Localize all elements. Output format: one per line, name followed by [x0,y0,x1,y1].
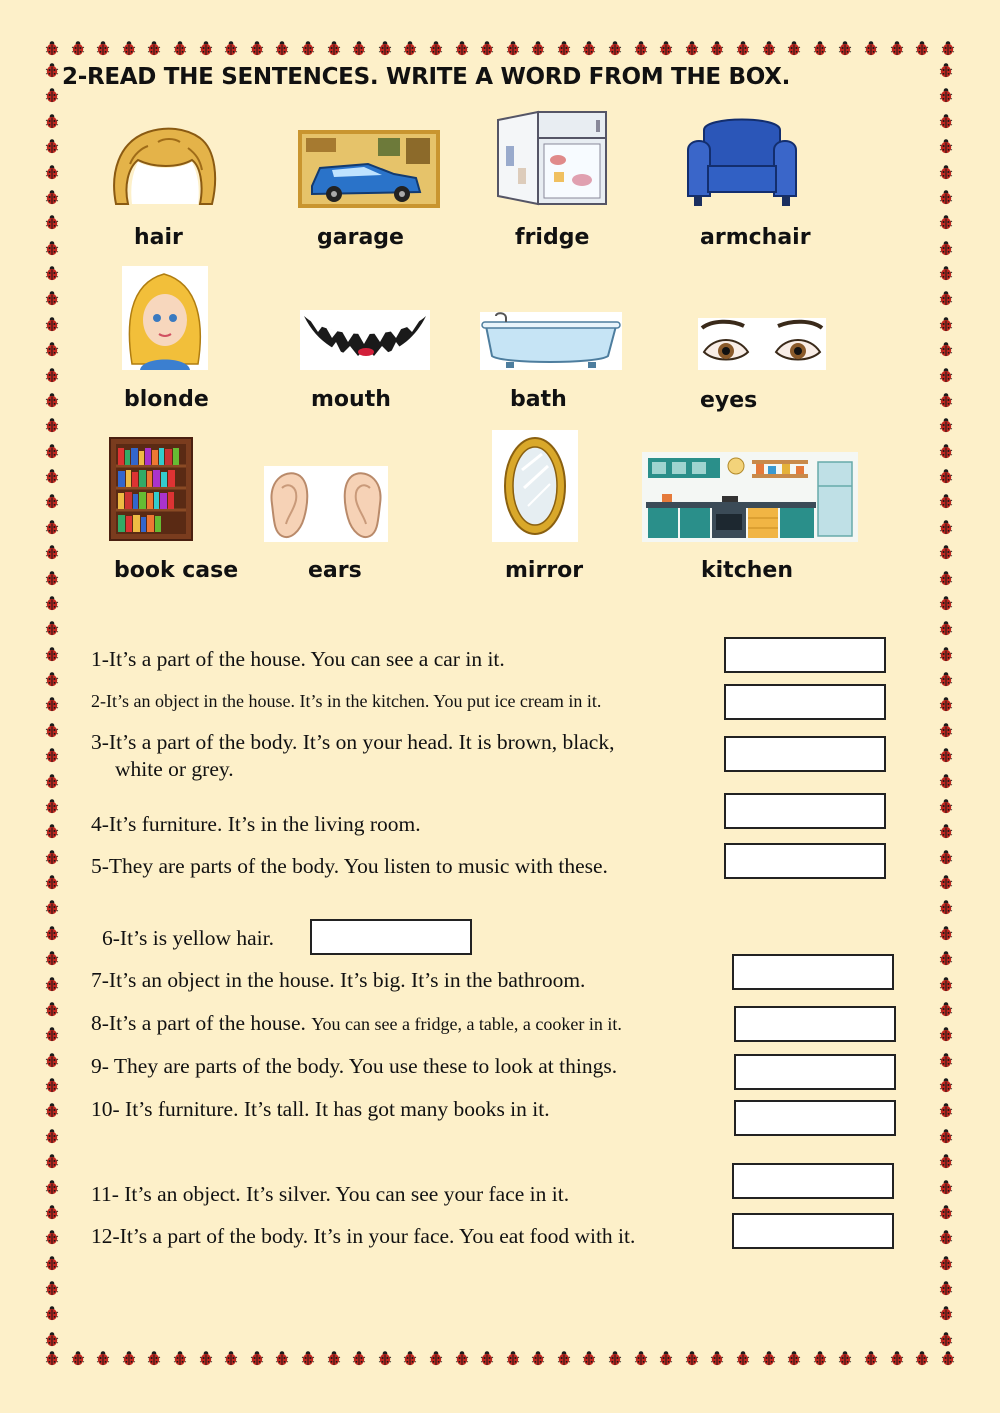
ladybug-icon [454,1350,470,1366]
ladybug-icon [938,290,954,306]
ladybug-icon [938,1204,954,1220]
ladybug-icon [70,40,86,56]
ladybug-icon [530,40,546,56]
fridge-picture [494,108,616,208]
answer-box-1[interactable] [724,637,886,673]
ladybug-icon [44,1204,60,1220]
ladybug-icon [938,1153,954,1169]
ladybug-icon [938,189,954,205]
ladybug-border-bottom [44,1350,956,1366]
ladybug-border-top [44,40,956,56]
ladybug-icon [44,265,60,281]
ladybug-icon [633,1350,649,1366]
ladybug-icon [44,1255,60,1271]
ladybug-icon [938,367,954,383]
question-6: 6-It’s is yellow hair. [102,926,274,950]
ladybug-icon [556,1350,572,1366]
ladybug-icon [44,1280,60,1296]
ladybug-icon [44,849,60,865]
ladybug-icon [938,1077,954,1093]
ladybug-icon [761,1350,777,1366]
word-blonde: blonde [124,387,209,412]
question-8-end: You can see a fridge, a table, a cooker in it. [311,1014,622,1034]
ladybug-icon [556,40,572,56]
ladybug-icon [44,899,60,915]
ladybug-icon [44,925,60,941]
ladybug-icon [44,519,60,535]
ladybug-icon [940,40,956,56]
ladybug-icon [95,1350,111,1366]
ladybug-icon [938,925,954,941]
question-12: 12-It’s a part of the body. It’s in your face. You eat food with it. [91,1224,636,1248]
ladybug-icon [938,1052,954,1068]
ladybug-icon [938,1026,954,1042]
ladybug-icon [938,164,954,180]
ladybug-icon [938,696,954,712]
ladybug-icon [44,1102,60,1118]
ladybug-icon [44,1229,60,1245]
ladybug-icon [121,40,137,56]
ladybug-icon [938,570,954,586]
ladybug-icon [938,899,954,915]
ladybug-icon [607,40,623,56]
ladybug-icon [938,1280,954,1296]
ladybug-icon [146,40,162,56]
ladybug-icon [44,696,60,712]
ladybug-icon [889,1350,905,1366]
ladybug-icon [44,1077,60,1093]
ladybug-icon [938,113,954,129]
ladybug-icon [658,1350,674,1366]
ladybug-icon [938,1331,954,1347]
ladybug-icon [633,40,649,56]
ladybug-icon [938,443,954,459]
question-1: 1-It’s a part of the house. You can see a car in it. [91,647,505,671]
ladybug-icon [938,1229,954,1245]
eyes-picture [698,318,826,370]
ladybug-icon [938,1128,954,1144]
ladybug-icon [44,747,60,763]
ladybug-icon [938,214,954,230]
ladybug-icon [44,722,60,738]
armchair-picture [684,110,800,210]
ladybug-icon [938,823,954,839]
ladybug-icon [146,1350,162,1366]
ladybug-border-right [938,62,954,1347]
ladybug-icon [479,1350,495,1366]
ladybug-icon [44,1052,60,1068]
mouth-picture [300,310,430,370]
ladybug-icon [658,40,674,56]
exercise-title: 2-READ THE SENTENCES. WRITE A WORD FROM THE BOX. [62,64,791,90]
word-bath: bath [510,387,567,412]
ladybug-icon [684,1350,700,1366]
ladybug-icon [44,544,60,560]
ladybug-icon [837,40,853,56]
ladybug-icon [95,40,111,56]
ladybug-icon [914,1350,930,1366]
ladybug-icon [44,976,60,992]
ladybug-icon [44,417,60,433]
ladybug-icon [940,1350,956,1366]
question-5: 5-They are parts of the body. You listen to music with these. [91,854,608,878]
ladybug-icon [914,40,930,56]
ladybug-icon [44,341,60,357]
word-armchair: armchair [700,225,811,250]
ladybug-icon [44,189,60,205]
ladybug-icon [938,950,954,966]
ladybug-icon [44,443,60,459]
answer-box-2[interactable] [724,684,886,720]
ladybug-icon [44,164,60,180]
ladybug-icon [44,595,60,611]
ladybug-icon [44,671,60,687]
ladybug-icon [837,1350,853,1366]
question-8-main: 8-It’s a part of the house. [91,1011,312,1035]
ladybug-icon [889,40,905,56]
ladybug-icon [938,519,954,535]
ladybug-icon [402,1350,418,1366]
ladybug-icon [44,1026,60,1042]
word-ears: ears [308,558,362,583]
ladybug-icon [938,468,954,484]
ladybug-icon [938,417,954,433]
ladybug-icon [454,40,470,56]
ladybug-icon [44,138,60,154]
ladybug-icon [249,1350,265,1366]
ladybug-icon [44,87,60,103]
ladybug-icon [505,40,521,56]
ladybug-icon [863,40,879,56]
ladybug-icon [223,1350,239,1366]
ladybug-icon [44,316,60,332]
ladybug-icon [938,87,954,103]
question-8 [91,1010,622,1038]
ladybug-icon [300,1350,316,1366]
question-9: 9- They are parts of the body. You use these to look at things. [91,1054,618,1078]
ladybug-icon [402,40,418,56]
word-garage: garage [317,225,404,250]
question-3: 3-It’s a part of the body. It’s on your head. It is brown, black, [91,730,615,754]
garage-picture [298,130,440,208]
ladybug-icon [709,1350,725,1366]
ladybug-icon [44,62,60,78]
ladybug-icon [44,874,60,890]
book-case-picture [108,436,194,542]
ladybug-icon [938,874,954,890]
ladybug-icon [351,40,367,56]
ladybug-icon [326,40,342,56]
ladybug-icon [938,341,954,357]
ladybug-icon [44,493,60,509]
hair-picture [108,124,220,210]
ladybug-icon [44,392,60,408]
answer-box-11[interactable] [732,1163,894,1199]
ladybug-icon [300,40,316,56]
ladybug-icon [274,1350,290,1366]
ladybug-icon [735,1350,751,1366]
ladybug-icon [938,722,954,738]
ladybug-icon [172,1350,188,1366]
answer-box-6[interactable] [310,919,472,955]
ladybug-icon [938,138,954,154]
ladybug-icon [938,544,954,560]
word-mirror: mirror [505,558,584,583]
ladybug-icon [581,1350,597,1366]
ladybug-icon [44,1001,60,1017]
ladybug-icon [938,493,954,509]
ladybug-icon [938,620,954,636]
answer-box-8[interactable] [734,1006,896,1042]
kitchen-picture [642,452,858,542]
ladybug-icon [274,40,290,56]
ladybug-icon [938,1001,954,1017]
ladybug-icon [44,570,60,586]
ladybug-icon [938,595,954,611]
ladybug-icon [44,214,60,230]
question-3-continued: white or grey. [115,757,234,781]
ladybug-icon [938,849,954,865]
ladybug-icon [938,1305,954,1321]
ladybug-icon [938,747,954,763]
bath-picture [480,312,622,370]
ladybug-icon [938,646,954,662]
ladybug-icon [198,1350,214,1366]
ladybug-icon [44,1331,60,1347]
ladybug-icon [44,1153,60,1169]
ladybug-icon [812,40,828,56]
ladybug-icon [938,773,954,789]
ladybug-icon [938,265,954,281]
ladybug-icon [44,1128,60,1144]
ladybug-icon [44,823,60,839]
ladybug-icon [938,392,954,408]
answer-box-5[interactable] [724,843,886,879]
ladybug-icon [938,976,954,992]
answer-box-10[interactable] [734,1100,896,1136]
ladybug-icon [479,40,495,56]
ladybug-icon [44,367,60,383]
ladybug-icon [44,950,60,966]
ladybug-icon [44,240,60,256]
ladybug-icon [530,1350,546,1366]
ladybug-icon [44,1179,60,1195]
ladybug-icon [428,40,444,56]
word-fridge: fridge [515,225,590,250]
ladybug-icon [44,773,60,789]
ladybug-icon [70,1350,86,1366]
answer-box-12[interactable] [732,1213,894,1249]
ladybug-icon [428,1350,444,1366]
ladybug-icon [761,40,777,56]
ladybug-icon [44,468,60,484]
question-4: 4-It’s furniture. It’s in the living room. [91,812,421,836]
ladybug-icon [223,40,239,56]
answer-box-4[interactable] [724,793,886,829]
ladybug-icon [735,40,751,56]
ladybug-icon [684,40,700,56]
ladybug-icon [938,1102,954,1118]
ladybug-icon [198,40,214,56]
ladybug-icon [44,620,60,636]
ladybug-icon [44,40,60,56]
ears-picture [264,466,388,542]
ladybug-border-left [44,62,60,1347]
question-11: 11- It’s an object. It’s silver. You can see your face in it. [91,1182,570,1206]
ladybug-icon [172,40,188,56]
ladybug-icon [938,62,954,78]
ladybug-icon [505,1350,521,1366]
word-eyes: eyes [700,388,758,413]
ladybug-icon [938,316,954,332]
ladybug-icon [709,40,725,56]
ladybug-icon [938,671,954,687]
ladybug-icon [377,40,393,56]
ladybug-icon [938,1255,954,1271]
question-10: 10- It’s furniture. It’s tall. It has got many books in it. [91,1097,550,1121]
ladybug-icon [44,798,60,814]
ladybug-icon [938,1179,954,1195]
ladybug-icon [44,290,60,306]
word-mouth: mouth [311,387,391,412]
ladybug-icon [377,1350,393,1366]
answer-box-3[interactable] [724,736,886,772]
ladybug-icon [786,1350,802,1366]
ladybug-icon [786,40,802,56]
answer-box-9[interactable] [734,1054,896,1090]
mirror-picture [492,430,578,542]
ladybug-icon [249,40,265,56]
answer-box-7[interactable] [732,954,894,990]
word-book-case: book case [114,558,239,583]
ladybug-icon [44,113,60,129]
ladybug-icon [812,1350,828,1366]
ladybug-icon [607,1350,623,1366]
question-7: 7-It’s an object in the house. It’s big. It’s in the bathroom. [91,968,586,992]
blonde-picture [122,266,208,370]
ladybug-icon [121,1350,137,1366]
question-2: 2-It’s an object in the house. It’s in the kitchen. You put ice cream in it. [91,691,602,711]
ladybug-icon [863,1350,879,1366]
ladybug-icon [938,240,954,256]
ladybug-icon [44,646,60,662]
ladybug-icon [326,1350,342,1366]
ladybug-icon [44,1305,60,1321]
ladybug-icon [44,1350,60,1366]
word-hair: hair [134,225,183,250]
ladybug-icon [351,1350,367,1366]
ladybug-icon [581,40,597,56]
word-kitchen: kitchen [701,558,793,583]
ladybug-icon [938,798,954,814]
